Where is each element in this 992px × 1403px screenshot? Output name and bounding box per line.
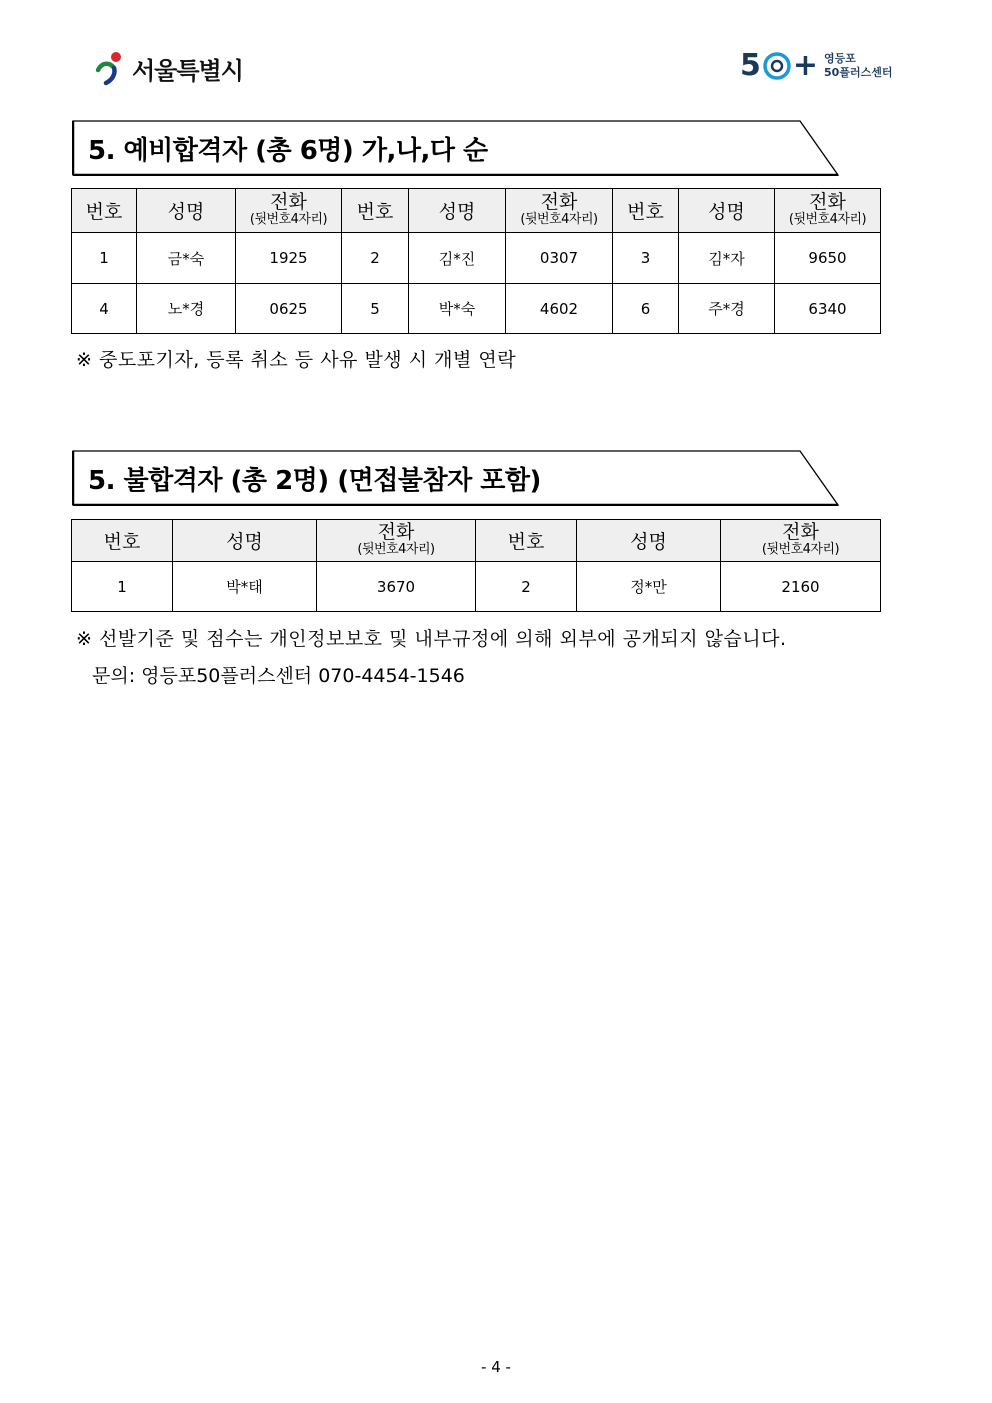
cell-number: 2 (476, 562, 577, 612)
logo-plus: + (792, 48, 819, 83)
table-header-row (72, 520, 881, 562)
section2-title: 5. 불합격자 (총 2명) (면접불참자 포함) (88, 466, 541, 496)
logo-zero-ring-icon (761, 50, 793, 82)
header-number: 번호 (476, 520, 577, 562)
cell-name: 김*진 (409, 233, 506, 284)
reserve-candidates-table (71, 188, 881, 334)
cell-phone: 3670 (317, 562, 476, 612)
seoul-emblem-icon (96, 50, 128, 86)
cell-name: 주*경 (679, 284, 775, 334)
cell-name: 김*자 (679, 233, 775, 284)
seoul-logo-text: 서울특별시 (132, 56, 243, 85)
table-header-row (72, 189, 881, 233)
cell-name: 금*숙 (137, 233, 236, 284)
table-row (72, 233, 881, 284)
header-name: 성명 (173, 520, 317, 562)
logo-line2: 50플러스센터 (824, 65, 893, 79)
section2-note: ※ 선발기준 및 점수는 개인정보보호 및 내부규정에 의해 외부에 공개되지 않습니다. (76, 628, 787, 650)
table-row (72, 284, 881, 334)
header-number: 번호 (613, 189, 679, 233)
cell-phone: 0625 (236, 284, 342, 334)
cell-number: 2 (342, 233, 409, 284)
cell-name: 박*태 (173, 562, 317, 612)
cell-number: 6 (613, 284, 679, 334)
section1-note: ※ 중도포기자, 등록 취소 등 사유 발생 시 개별 연락 (76, 349, 517, 371)
cell-number: 3 (613, 233, 679, 284)
yeongdeungpo-50plus-logo (740, 48, 892, 83)
cell-phone: 0307 (506, 233, 613, 284)
header-name: 성명 (137, 189, 236, 233)
cell-name: 박*숙 (409, 284, 506, 334)
page-number: - 4 - (481, 1358, 511, 1376)
header-name: 성명 (679, 189, 775, 233)
cell-phone: 6340 (775, 284, 881, 334)
logo-five: 5 (740, 48, 761, 83)
cell-phone: 9650 (775, 233, 881, 284)
header-phone: 전화 (뒷번호4자리) (317, 520, 476, 562)
cell-number: 5 (342, 284, 409, 334)
header-number: 번호 (72, 520, 173, 562)
header-number: 번호 (72, 189, 137, 233)
section2-title-box (72, 450, 842, 506)
section1-title-box (72, 120, 842, 176)
cell-number: 1 (72, 562, 173, 612)
rejected-candidates-table (71, 519, 881, 612)
header-phone: 전화 (뒷번호4자리) (721, 520, 881, 562)
header-phone: 전화 (뒷번호4자리) (236, 189, 342, 233)
cell-number: 4 (72, 284, 137, 334)
seoul-logo (96, 50, 243, 86)
header-phone: 전화 (뒷번호4자리) (506, 189, 613, 233)
section1-title: 5. 예비합격자 (총 6명) 가,나,다 순 (88, 136, 488, 166)
cell-phone: 1925 (236, 233, 342, 284)
cell-name: 정*만 (577, 562, 721, 612)
header-name: 성명 (577, 520, 721, 562)
cell-name: 노*경 (137, 284, 236, 334)
table-row (72, 562, 881, 612)
header-phone: 전화 (뒷번호4자리) (775, 189, 881, 233)
cell-phone: 2160 (721, 562, 881, 612)
logo-line1: 영등포 (824, 51, 856, 65)
cell-phone: 4602 (506, 284, 613, 334)
header-name: 성명 (409, 189, 506, 233)
header-number: 번호 (342, 189, 409, 233)
contact-info: 문의: 영등포50플러스센터 070-4454-1546 (92, 665, 465, 687)
cell-number: 1 (72, 233, 137, 284)
